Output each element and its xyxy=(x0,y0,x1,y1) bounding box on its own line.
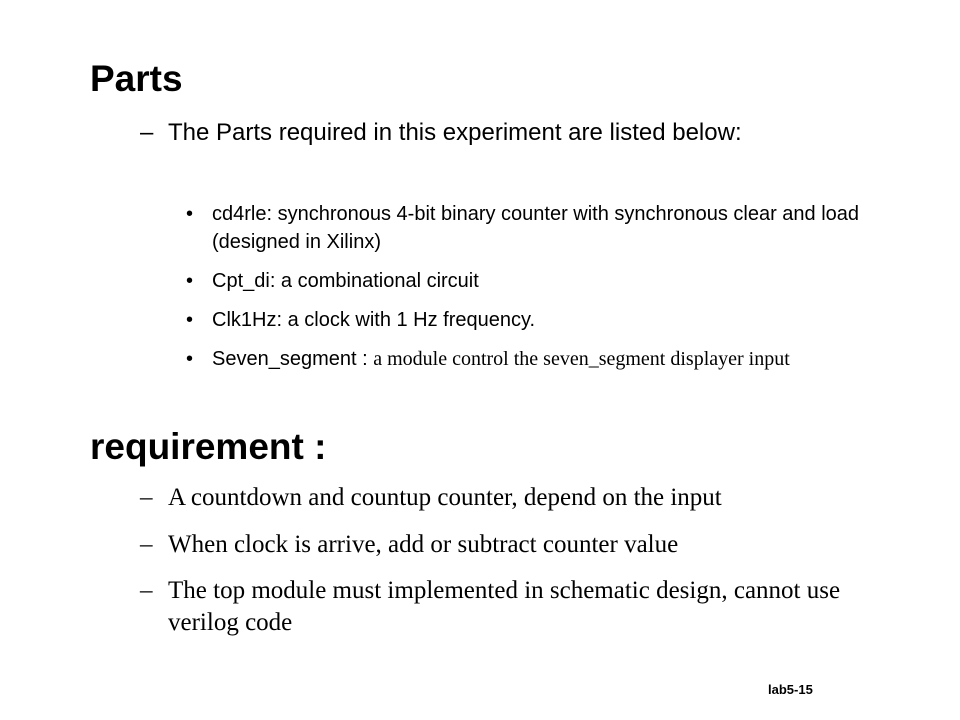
bullet-marker: • xyxy=(186,203,194,225)
list-item-label: Seven_segment : xyxy=(212,348,374,370)
dash-marker: – xyxy=(140,531,153,558)
list-item xyxy=(186,200,876,256)
list-item xyxy=(186,345,876,373)
requirement-item-text: A countdown and countup counter, depend on the input xyxy=(168,484,722,511)
requirement-item xyxy=(140,482,900,514)
requirement-item xyxy=(140,529,900,561)
dash-marker: – xyxy=(140,484,153,511)
list-item-text-wrap xyxy=(212,345,876,373)
bullet-marker: • xyxy=(186,270,194,292)
list-item-text: Clk1Hz: a clock with 1 Hz frequency. xyxy=(212,309,536,331)
dash-marker: – xyxy=(140,119,154,146)
bullet-marker: • xyxy=(186,309,194,331)
requirement-item xyxy=(140,575,900,639)
list-item-text: a module control the seven_segment displayer input xyxy=(373,348,790,370)
requirement-heading: requirement : xyxy=(90,426,327,467)
slide-number: lab5-15 xyxy=(768,682,813,697)
dash-marker: – xyxy=(140,577,153,604)
bullet-marker: • xyxy=(186,348,194,370)
list-item-text: cd4rle: synchronous 4-bit binary counter with synchronous clear and load (designed in Xilinx) xyxy=(212,203,860,253)
parts-heading: Parts xyxy=(90,58,183,99)
requirement-item-text: The top module must implemented in schematic design, cannot use verilog code xyxy=(168,577,841,636)
parts-intro-text: The Parts required in this experiment are listed below: xyxy=(168,119,742,146)
list-item xyxy=(186,267,876,295)
parts-intro xyxy=(140,117,900,149)
list-item-text: Cpt_di: a combinational circuit xyxy=(212,270,479,292)
requirement-item-text: When clock is arrive, add or subtract counter value xyxy=(168,531,679,558)
list-item xyxy=(186,306,876,334)
